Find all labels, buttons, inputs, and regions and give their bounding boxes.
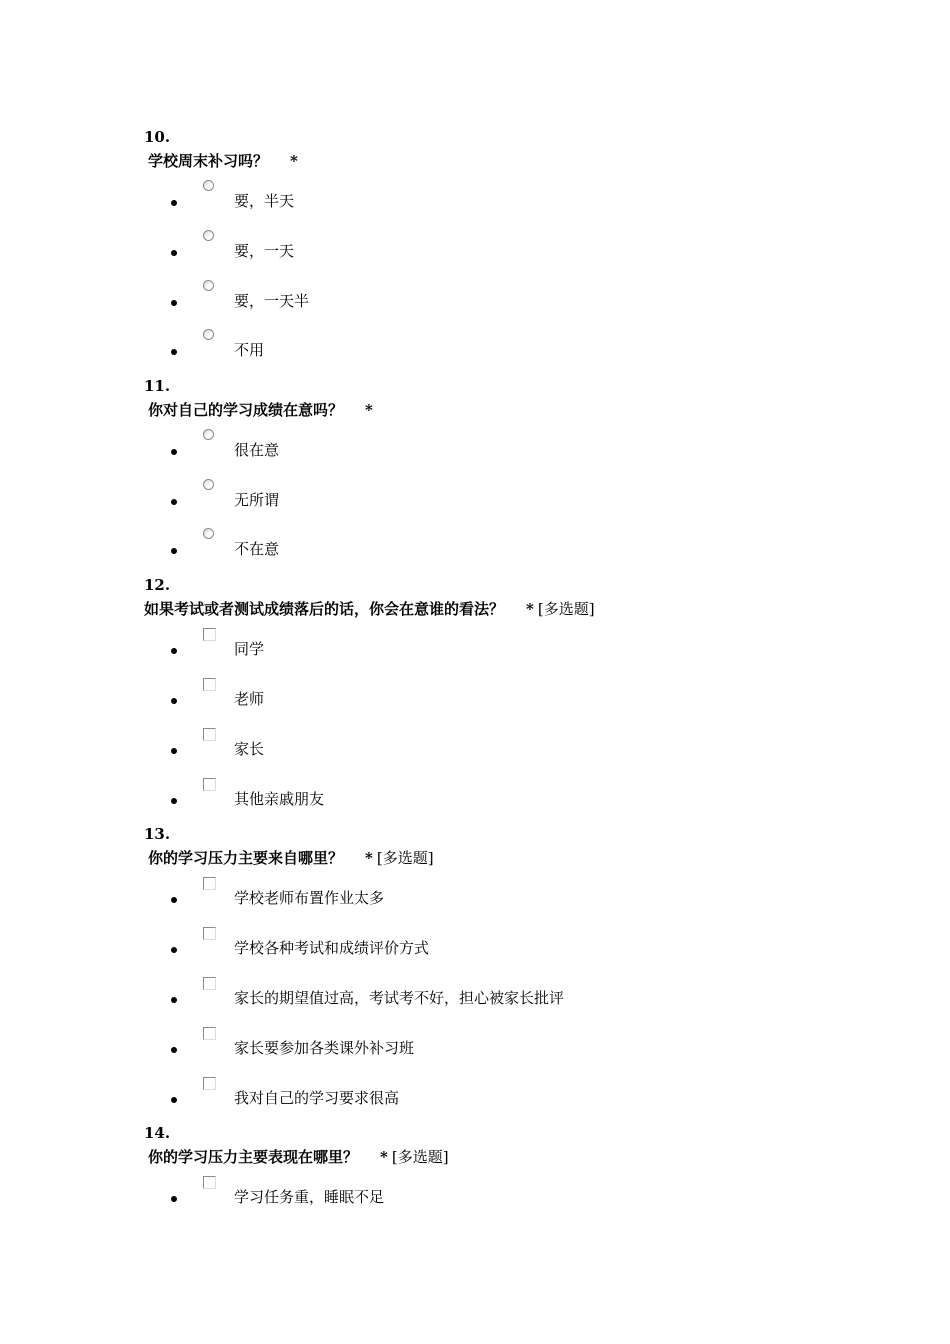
required-marker: * <box>290 152 298 170</box>
bullet-icon <box>171 548 177 554</box>
bullet-icon <box>171 1196 177 1202</box>
bullet-icon <box>171 748 177 754</box>
checkbox[interactable] <box>203 1027 216 1040</box>
checkbox[interactable] <box>203 877 216 890</box>
question-title <box>148 152 298 170</box>
checkbox[interactable] <box>203 728 216 741</box>
bullet-icon <box>171 698 177 704</box>
bullet-icon <box>171 648 177 654</box>
question-number: 14. <box>144 1124 171 1142</box>
option-item[interactable] <box>0 1037 950 1067</box>
option-item[interactable] <box>0 1087 950 1117</box>
checkbox[interactable] <box>203 977 216 990</box>
bullet-icon <box>171 1047 177 1053</box>
option-label: 我对自己的学习要求很高 <box>234 1089 400 1107</box>
question-title <box>148 849 434 867</box>
required-marker: * <box>365 849 373 867</box>
required-marker: * <box>526 600 534 618</box>
option-label: 家长要参加各类课外补习班 <box>234 1039 415 1057</box>
bullet-icon <box>171 798 177 804</box>
option-item[interactable] <box>0 738 950 768</box>
option-label: 不用 <box>234 341 265 359</box>
bullet-icon <box>171 997 177 1003</box>
option-item[interactable] <box>0 339 950 369</box>
question-title <box>144 600 595 618</box>
option-label: 要，半天 <box>234 192 295 210</box>
required-marker: * <box>365 401 373 419</box>
option-label: 学习任务重，睡眠不足 <box>234 1188 385 1206</box>
radio-button[interactable] <box>203 280 214 291</box>
bullet-icon <box>171 449 177 455</box>
radio-button[interactable] <box>203 429 214 440</box>
option-item[interactable] <box>0 937 950 967</box>
bullet-icon <box>171 897 177 903</box>
option-label: 要，一天 <box>234 242 295 260</box>
option-label: 要，一天半 <box>234 292 310 310</box>
option-item[interactable] <box>0 439 950 469</box>
question-text: 你的学习压力主要表现在哪里？ <box>148 1148 359 1166</box>
option-label: 家长 <box>234 740 265 758</box>
option-label: 其他亲戚朋友 <box>234 790 325 808</box>
multi-select-tag: [多选题] <box>537 600 595 618</box>
radio-button[interactable] <box>203 230 214 241</box>
option-item[interactable] <box>0 887 950 917</box>
checkbox[interactable] <box>203 1077 216 1090</box>
option-item[interactable] <box>0 788 950 818</box>
question-text: 如果考试或者测试成绩落后的话，你会在意谁的看法？ <box>144 600 505 618</box>
question-title <box>148 1148 449 1166</box>
bullet-icon <box>171 947 177 953</box>
checkbox[interactable] <box>203 778 216 791</box>
checkbox[interactable] <box>203 927 216 940</box>
option-label: 学校老师布置作业太多 <box>234 889 385 907</box>
option-label: 学校各种考试和成绩评价方式 <box>234 939 430 957</box>
option-item[interactable] <box>0 489 950 519</box>
radio-button[interactable] <box>203 528 214 539</box>
question-text: 学校周末补习吗？ <box>148 152 269 170</box>
question-text: 你的学习压力主要来自哪里？ <box>148 849 344 867</box>
option-item[interactable] <box>0 538 950 568</box>
option-label: 不在意 <box>234 540 280 558</box>
bullet-icon <box>171 300 177 306</box>
option-item[interactable] <box>0 688 950 718</box>
bullet-icon <box>171 349 177 355</box>
question-number: 12. <box>144 576 171 594</box>
bullet-icon <box>171 499 177 505</box>
multi-select-tag: [多选题] <box>376 849 434 867</box>
option-label: 很在意 <box>234 441 280 459</box>
option-label: 同学 <box>234 640 265 658</box>
option-item[interactable] <box>0 240 950 270</box>
question-number: 13. <box>144 825 171 843</box>
required-marker: * <box>380 1148 388 1166</box>
radio-button[interactable] <box>203 479 214 490</box>
checkbox[interactable] <box>203 678 216 691</box>
question-number: 10. <box>144 128 171 146</box>
option-item[interactable] <box>0 290 950 320</box>
radio-button[interactable] <box>203 329 214 340</box>
question-number: 11. <box>144 377 171 395</box>
option-item[interactable] <box>0 638 950 668</box>
checkbox[interactable] <box>203 628 216 641</box>
bullet-icon <box>171 1097 177 1103</box>
option-item[interactable] <box>0 190 950 220</box>
bullet-icon <box>171 250 177 256</box>
option-item[interactable] <box>0 987 950 1017</box>
question-text: 你对自己的学习成绩在意吗？ <box>148 401 344 419</box>
option-label: 老师 <box>234 690 265 708</box>
checkbox[interactable] <box>203 1176 216 1189</box>
question-title <box>148 401 373 419</box>
radio-button[interactable] <box>203 180 214 191</box>
option-item[interactable] <box>0 1186 950 1216</box>
option-label: 无所谓 <box>234 491 280 509</box>
option-label: 家长的期望值过高，考试考不好，担心被家长批评 <box>234 989 565 1007</box>
bullet-icon <box>171 200 177 206</box>
multi-select-tag: [多选题] <box>391 1148 449 1166</box>
